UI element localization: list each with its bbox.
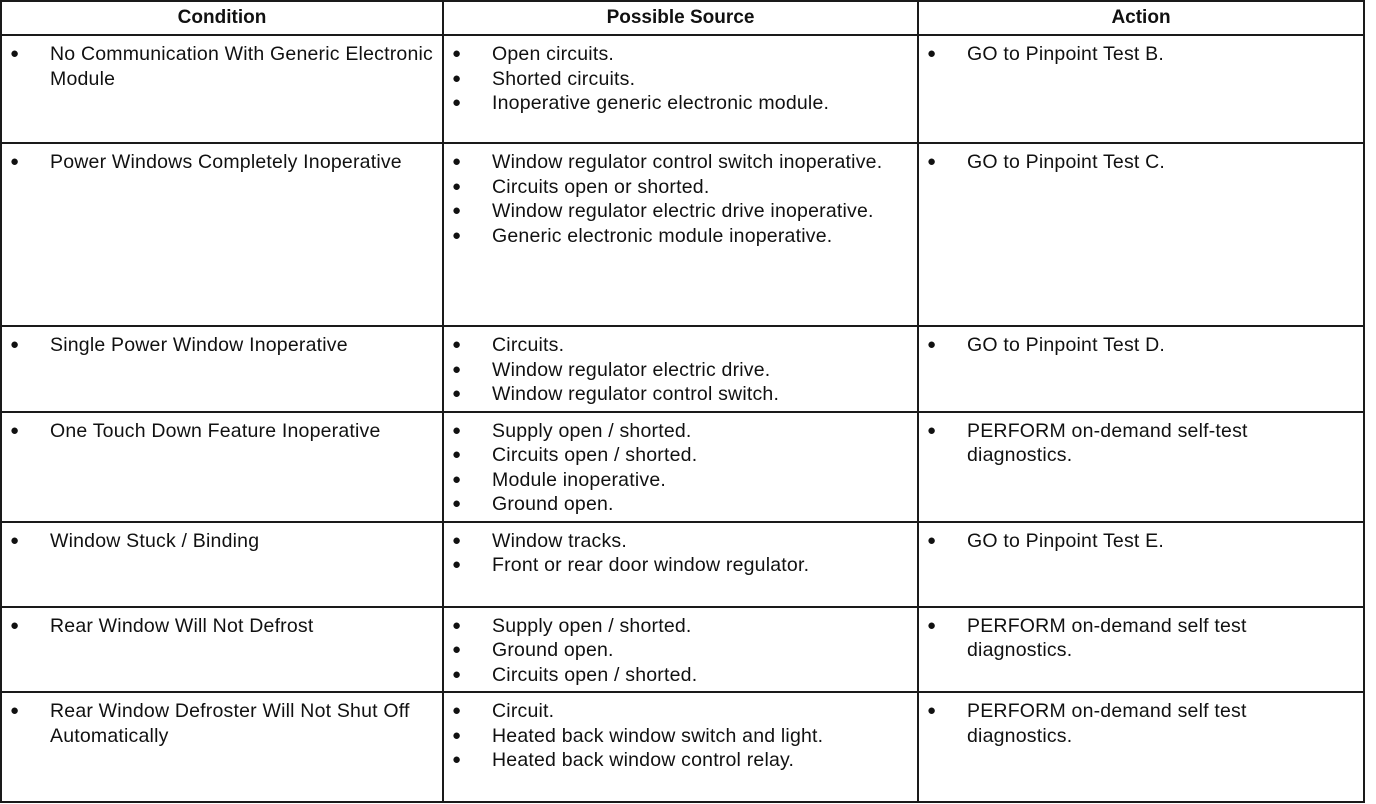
- action: [927, 333, 1357, 358]
- action-text: PERFORM on-demand self-test diagnostics.: [967, 419, 1248, 466]
- condition-cell: [1, 35, 443, 143]
- source-item: [452, 175, 911, 200]
- bullet-icon: ●: [452, 495, 462, 512]
- bullet-icon: ●: [927, 702, 937, 719]
- action-cell: [918, 143, 1364, 326]
- bullet-icon: ●: [452, 702, 462, 719]
- bullet-icon: ●: [452, 360, 462, 378]
- source-item: [452, 382, 911, 407]
- bullet-icon: ●: [452, 726, 462, 744]
- bullet-icon: ●: [452, 45, 462, 62]
- table-row: [1, 692, 1364, 802]
- bullet-icon: ●: [927, 616, 937, 634]
- action: [927, 42, 1357, 67]
- bullet-icon: ●: [10, 421, 20, 439]
- source-item-text: Circuits open / shorted.: [492, 444, 698, 466]
- condition-text: Window Stuck / Binding: [50, 529, 260, 552]
- bullet-icon: ●: [452, 385, 462, 402]
- condition: [10, 42, 436, 91]
- bullet-icon: ●: [452, 616, 462, 634]
- source-item-text: Window regulator control switch.: [492, 383, 780, 405]
- bullet-icon: ●: [452, 421, 462, 439]
- bullet-icon: ●: [452, 69, 462, 87]
- condition: [10, 150, 436, 175]
- source-item: [452, 638, 911, 663]
- action-text: GO to Pinpoint Test D.: [967, 334, 1166, 356]
- action-text: GO to Pinpoint Test E.: [967, 529, 1164, 552]
- source-item-text: Window regulator electric drive inoperative.: [492, 200, 874, 222]
- source-item: [452, 419, 911, 444]
- condition-text: Single Power Window Inoperative: [50, 334, 348, 356]
- table-row: [1, 326, 1364, 412]
- bullet-icon: ●: [452, 470, 462, 488]
- source-item: [452, 224, 911, 249]
- source-item: [452, 42, 911, 67]
- action: [927, 419, 1357, 468]
- source-item: [452, 492, 911, 517]
- bullet-icon: ●: [452, 153, 462, 170]
- bullet-icon: ●: [452, 556, 462, 573]
- source-item-text: Circuits open / shorted.: [492, 663, 698, 686]
- action-cell: [918, 326, 1364, 412]
- action-text: GO to Pinpoint Test C.: [967, 151, 1166, 173]
- bullet-icon: ●: [452, 446, 462, 463]
- source-item: [452, 333, 911, 358]
- source-item-text: Front or rear door window regulator.: [492, 554, 810, 576]
- action-text: PERFORM on-demand self test diagnostics.: [967, 700, 1247, 747]
- source-item: [452, 150, 911, 175]
- bullet-icon: ●: [452, 641, 462, 658]
- header-condition: Condition: [1, 1, 443, 35]
- condition-cell: [1, 607, 443, 693]
- condition-text: Rear Window Will Not Defrost: [50, 614, 314, 637]
- condition: [10, 333, 436, 358]
- action: [927, 150, 1357, 175]
- source-item-text: Generic electronic module inoperative.: [492, 224, 833, 247]
- source-item-text: Open circuits.: [492, 43, 615, 65]
- source-item: [452, 724, 911, 749]
- source-item: [452, 91, 911, 116]
- action-text: GO to Pinpoint Test B.: [967, 43, 1164, 65]
- source-item-text: Heated back window control relay.: [492, 749, 795, 771]
- condition: [10, 529, 436, 554]
- source-item-text: Window tracks.: [492, 529, 627, 552]
- bullet-icon: ●: [927, 153, 937, 170]
- bullet-icon: ●: [10, 531, 20, 549]
- action-cell: [918, 607, 1364, 693]
- condition-cell: [1, 326, 443, 412]
- condition-text: Rear Window Defroster Will Not Shut Off Automatically: [50, 700, 410, 747]
- source-cell: [443, 607, 918, 693]
- source-item: [452, 67, 911, 92]
- bullet-icon: ●: [10, 153, 20, 170]
- source-cell: [443, 326, 918, 412]
- source-item: [452, 468, 911, 493]
- source-item: [452, 614, 911, 639]
- action-text: PERFORM on-demand self test diagnostics.: [967, 614, 1247, 661]
- source-item-text: Window regulator control switch inoperative.: [492, 151, 883, 173]
- bullet-icon: ●: [927, 531, 937, 549]
- condition-cell: [1, 522, 443, 607]
- source-item: [452, 663, 911, 688]
- bullet-icon: ●: [452, 94, 462, 111]
- source-item: [452, 529, 911, 554]
- action: [927, 699, 1357, 748]
- table-row: [1, 522, 1364, 607]
- condition-text: One Touch Down Feature Inoperative: [50, 419, 381, 442]
- table-row: [1, 143, 1364, 326]
- bullet-icon: ●: [452, 226, 462, 244]
- condition-cell: [1, 143, 443, 326]
- source-cell: [443, 35, 918, 143]
- source-item-text: Supply open / shorted.: [492, 419, 692, 442]
- bullet-icon: ●: [452, 202, 462, 219]
- source-item-text: Module inoperative.: [492, 468, 666, 491]
- bullet-icon: ●: [10, 616, 20, 634]
- source-item: [452, 553, 911, 578]
- bullet-icon: ●: [927, 336, 937, 353]
- condition: [10, 699, 436, 748]
- source-cell: [443, 522, 918, 607]
- table-row: [1, 607, 1364, 693]
- source-item: [452, 199, 911, 224]
- source-item: [452, 699, 911, 724]
- condition-cell: [1, 412, 443, 522]
- header-source: Possible Source: [443, 1, 918, 35]
- condition: [10, 614, 436, 639]
- source-item: [452, 748, 911, 773]
- action-cell: [918, 692, 1364, 802]
- action-cell: [918, 522, 1364, 607]
- source-cell: [443, 692, 918, 802]
- source-cell: [443, 143, 918, 326]
- source-item-text: Circuits open or shorted.: [492, 175, 710, 198]
- condition-cell: [1, 692, 443, 802]
- header-row: [1, 1, 1364, 35]
- source-item-text: Shorted circuits.: [492, 67, 636, 90]
- source-item-text: Window regulator electric drive.: [492, 358, 771, 381]
- table-row: [1, 412, 1364, 522]
- action: [927, 614, 1357, 663]
- action-cell: [918, 412, 1364, 522]
- condition-text: Power Windows Completely Inoperative: [50, 151, 402, 173]
- header-action: Action: [918, 1, 1364, 35]
- source-item-text: Circuits.: [492, 334, 565, 356]
- source-item-text: Circuit.: [492, 700, 555, 722]
- source-cell: [443, 412, 918, 522]
- bullet-icon: ●: [452, 665, 462, 683]
- bullet-icon: ●: [452, 751, 462, 768]
- action-cell: [918, 35, 1364, 143]
- source-item-text: Inoperative generic electronic module.: [492, 92, 830, 114]
- bullet-icon: ●: [452, 177, 462, 195]
- source-item-text: Heated back window switch and light.: [492, 724, 824, 747]
- bullet-icon: ●: [452, 336, 462, 353]
- source-item: [452, 443, 911, 468]
- source-item-text: Supply open / shorted.: [492, 614, 692, 637]
- bullet-icon: ●: [927, 421, 937, 439]
- condition-text: No Communication With Generic Electronic Module: [50, 43, 433, 90]
- source-item-text: Ground open.: [492, 493, 614, 515]
- bullet-icon: ●: [10, 45, 20, 62]
- bullet-icon: ●: [10, 702, 20, 719]
- bullet-icon: ●: [927, 45, 937, 62]
- source-item: [452, 358, 911, 383]
- condition: [10, 419, 436, 444]
- bullet-icon: ●: [452, 531, 462, 549]
- bullet-icon: ●: [10, 336, 20, 353]
- action: [927, 529, 1357, 554]
- source-item-text: Ground open.: [492, 639, 614, 661]
- table-row: [1, 35, 1364, 143]
